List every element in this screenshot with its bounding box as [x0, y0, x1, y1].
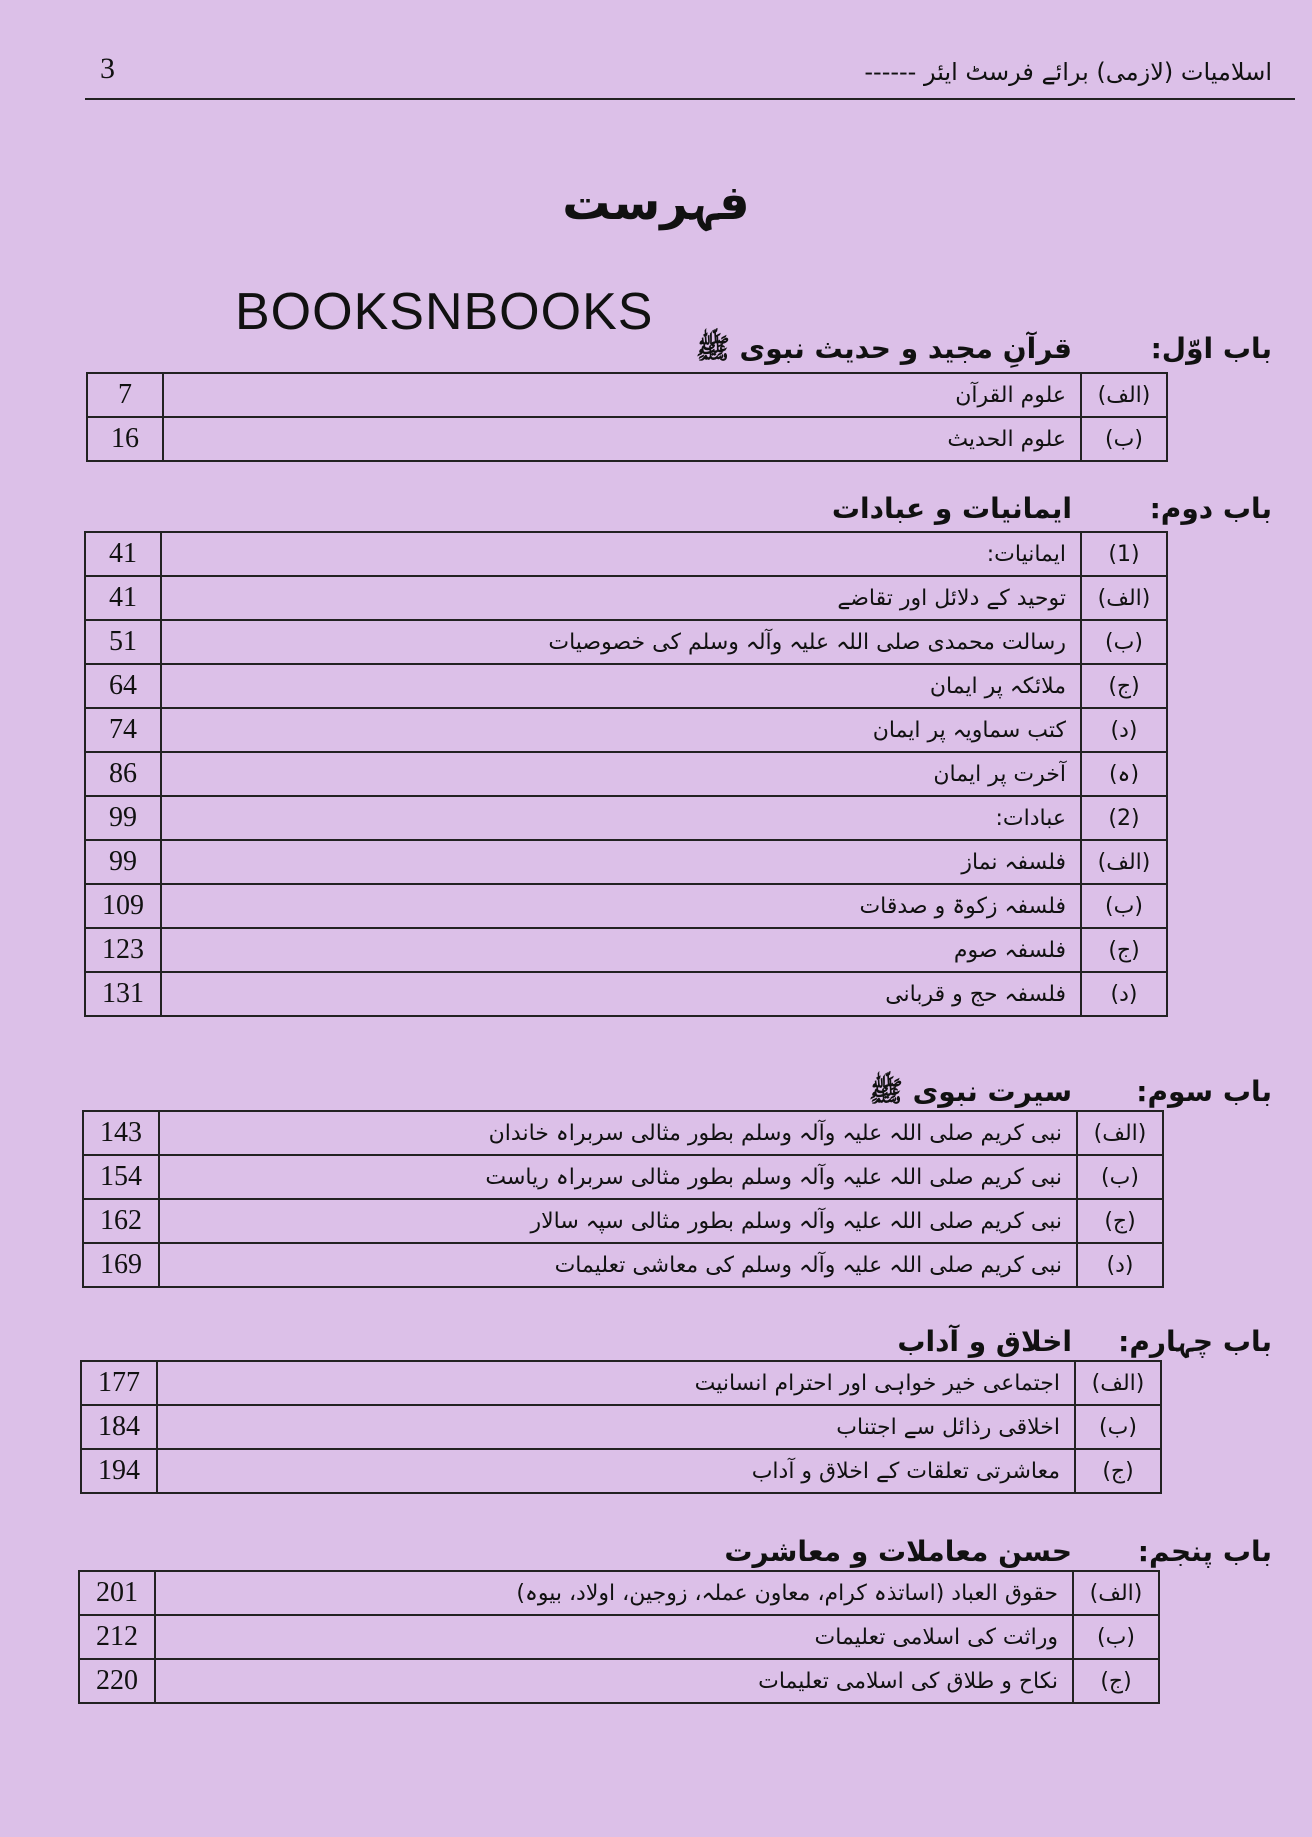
entry-title: نکاح و طلاق کی اسلامی تعلیمات [155, 1659, 1073, 1703]
page-ref: 41 [85, 532, 161, 576]
chapter-label: باب اوّل: [1150, 332, 1272, 365]
entry-title: نبی کریم صلی اللہ علیہ وآلہ وسلم بطور مثالی سربراہ ریاست [159, 1155, 1077, 1199]
page-ref: 177 [81, 1361, 157, 1405]
entry-tag: (ج) [1081, 664, 1167, 708]
page-title: فہرست [562, 175, 750, 231]
entry-title: ملائکہ پر ایمان [161, 664, 1081, 708]
entry-tag: (ب) [1073, 1615, 1159, 1659]
table-row [85, 796, 1167, 840]
entry-tag: (الف) [1073, 1571, 1159, 1615]
entry-tag: (د) [1077, 1243, 1163, 1287]
entry-tag: (الف) [1081, 840, 1167, 884]
chapter-heading [869, 1075, 1272, 1115]
entry-title: رسالت محمدی صلی اللہ علیہ وآلہ وسلم کی خصوصیات [161, 620, 1081, 664]
entry-title: ایمانیات: [161, 532, 1081, 576]
page-ref: 212 [79, 1615, 155, 1659]
header-rule [85, 98, 1295, 100]
table-row [85, 840, 1167, 884]
entry-tag: (ج) [1075, 1449, 1161, 1493]
entry-tag: (ب) [1081, 417, 1167, 461]
entry-title: فلسفہ نماز [161, 840, 1081, 884]
entry-title: علوم الحدیث [163, 417, 1081, 461]
chapter-label: باب پنجم: [1137, 1535, 1272, 1568]
table-row [83, 1199, 1163, 1243]
chapter-title: سیرت نبوی ﷺ [869, 1075, 1072, 1108]
entry-tag: (الف) [1081, 576, 1167, 620]
chapter-heading [724, 1535, 1272, 1568]
entry-tag: (د) [1081, 972, 1167, 1016]
chapter-label: باب سوم: [1136, 1075, 1272, 1108]
entry-tag: (ہ) [1081, 752, 1167, 796]
chapter-label: باب دوم: [1149, 492, 1272, 525]
table-row [85, 576, 1167, 620]
page-ref: 51 [85, 620, 161, 664]
entry-tag: (ج) [1073, 1659, 1159, 1703]
entry-tag: (ب) [1081, 884, 1167, 928]
chapter-table [78, 1570, 1160, 1704]
page-ref: 194 [81, 1449, 157, 1493]
entry-title: آخرت پر ایمان [161, 752, 1081, 796]
chapter-title: ایمانیات و عبادات [831, 492, 1072, 525]
entry-tag: (الف) [1077, 1111, 1163, 1155]
entry-tag: (الف) [1075, 1361, 1161, 1405]
entry-title: معاشرتی تعلقات کے اخلاق و آداب [157, 1449, 1075, 1493]
page-ref: 123 [85, 928, 161, 972]
page-ref: 99 [85, 796, 161, 840]
chapter-title: حسن معاملات و معاشرت [724, 1535, 1072, 1568]
table-row [87, 417, 1167, 461]
entry-title: اخلاقی رذائل سے اجتناب [157, 1405, 1075, 1449]
entry-title: عبادات: [161, 796, 1081, 840]
entry-tag: (ب) [1077, 1155, 1163, 1199]
page-ref: 131 [85, 972, 161, 1016]
chapter-table [80, 1360, 1162, 1494]
page-ref: 99 [85, 840, 161, 884]
entry-tag: (ج) [1077, 1199, 1163, 1243]
table-row [81, 1405, 1161, 1449]
table-row [83, 1111, 1163, 1155]
page-ref: 16 [87, 417, 163, 461]
chapter-table [86, 372, 1168, 462]
page-ref: 64 [85, 664, 161, 708]
entry-tag: (الف) [1081, 373, 1167, 417]
entry-title: علوم القرآن [163, 373, 1081, 417]
table-row [85, 928, 1167, 972]
entry-title: کتب سماویہ پر ایمان [161, 708, 1081, 752]
table-row [79, 1571, 1159, 1615]
chapter-label: باب چہارم: [1118, 1325, 1272, 1358]
table-row [85, 972, 1167, 1016]
entry-tag: (2) [1081, 796, 1167, 840]
entry-title: فلسفہ زکوۃ و صدقات [161, 884, 1081, 928]
chapter-title: اخلاق و آداب [897, 1325, 1072, 1358]
entry-title: نبی کریم صلی اللہ علیہ وآلہ وسلم کی معاشی تعلیمات [159, 1243, 1077, 1287]
page-number: 3 [100, 52, 115, 85]
entry-title: فلسفہ حج و قربانی [161, 972, 1081, 1016]
entry-title: وراثت کی اسلامی تعلیمات [155, 1615, 1073, 1659]
chapter-title: قرآنِ مجید و حدیث نبوی ﷺ [695, 332, 1072, 365]
page-ref: 41 [85, 576, 161, 620]
chapter-table [84, 531, 1168, 1017]
entry-title: نبی کریم صلی اللہ علیہ وآلہ وسلم بطور مثالی سپہ سالار [159, 1199, 1077, 1243]
table-row [83, 1155, 1163, 1199]
table-row [79, 1615, 1159, 1659]
entry-title: حقوق العباد (اساتذہ کرام، معاون عملہ، زوجین، اولاد، بیوہ) [155, 1571, 1073, 1615]
page-ref: 86 [85, 752, 161, 796]
entry-tag: (ب) [1075, 1405, 1161, 1449]
table-row [85, 664, 1167, 708]
chapter-heading [696, 332, 1272, 372]
page-ref: 169 [83, 1243, 159, 1287]
table-row [81, 1361, 1161, 1405]
table-row [87, 373, 1167, 417]
watermark-text: BOOKSNBOOKS [235, 283, 654, 341]
page-ref: 143 [83, 1111, 159, 1155]
chapter-table [82, 1110, 1164, 1288]
entry-title: توحید کے دلائل اور تقاضے [161, 576, 1081, 620]
entry-tag: (1) [1081, 532, 1167, 576]
entry-tag: (ج) [1081, 928, 1167, 972]
page-ref: 7 [87, 373, 163, 417]
page-ref: 184 [81, 1405, 157, 1449]
table-row [79, 1659, 1159, 1703]
chapter-heading [897, 1325, 1272, 1358]
page-ref: 220 [79, 1659, 155, 1703]
table-row [85, 752, 1167, 796]
entry-tag: (ب) [1081, 620, 1167, 664]
chapter-heading [832, 492, 1272, 525]
entry-title: نبی کریم صلی اللہ علیہ وآلہ وسلم بطور مثالی سربراہ خاندان [159, 1111, 1077, 1155]
table-row [85, 620, 1167, 664]
table-row [81, 1449, 1161, 1493]
table-row [85, 884, 1167, 928]
running-title: اسلامیات (لازمی) برائے فرسٹ ایئر ------ [864, 58, 1272, 86]
entry-tag: (د) [1081, 708, 1167, 752]
page-ref: 201 [79, 1571, 155, 1615]
page-ref: 109 [85, 884, 161, 928]
table-row [85, 708, 1167, 752]
entry-title: فلسفہ صوم [161, 928, 1081, 972]
page-ref: 154 [83, 1155, 159, 1199]
page-ref: 162 [83, 1199, 159, 1243]
entry-title: اجتماعی خیر خواہی اور احترام انسانیت [157, 1361, 1075, 1405]
table-row [85, 532, 1167, 576]
page-ref: 74 [85, 708, 161, 752]
table-row [83, 1243, 1163, 1287]
